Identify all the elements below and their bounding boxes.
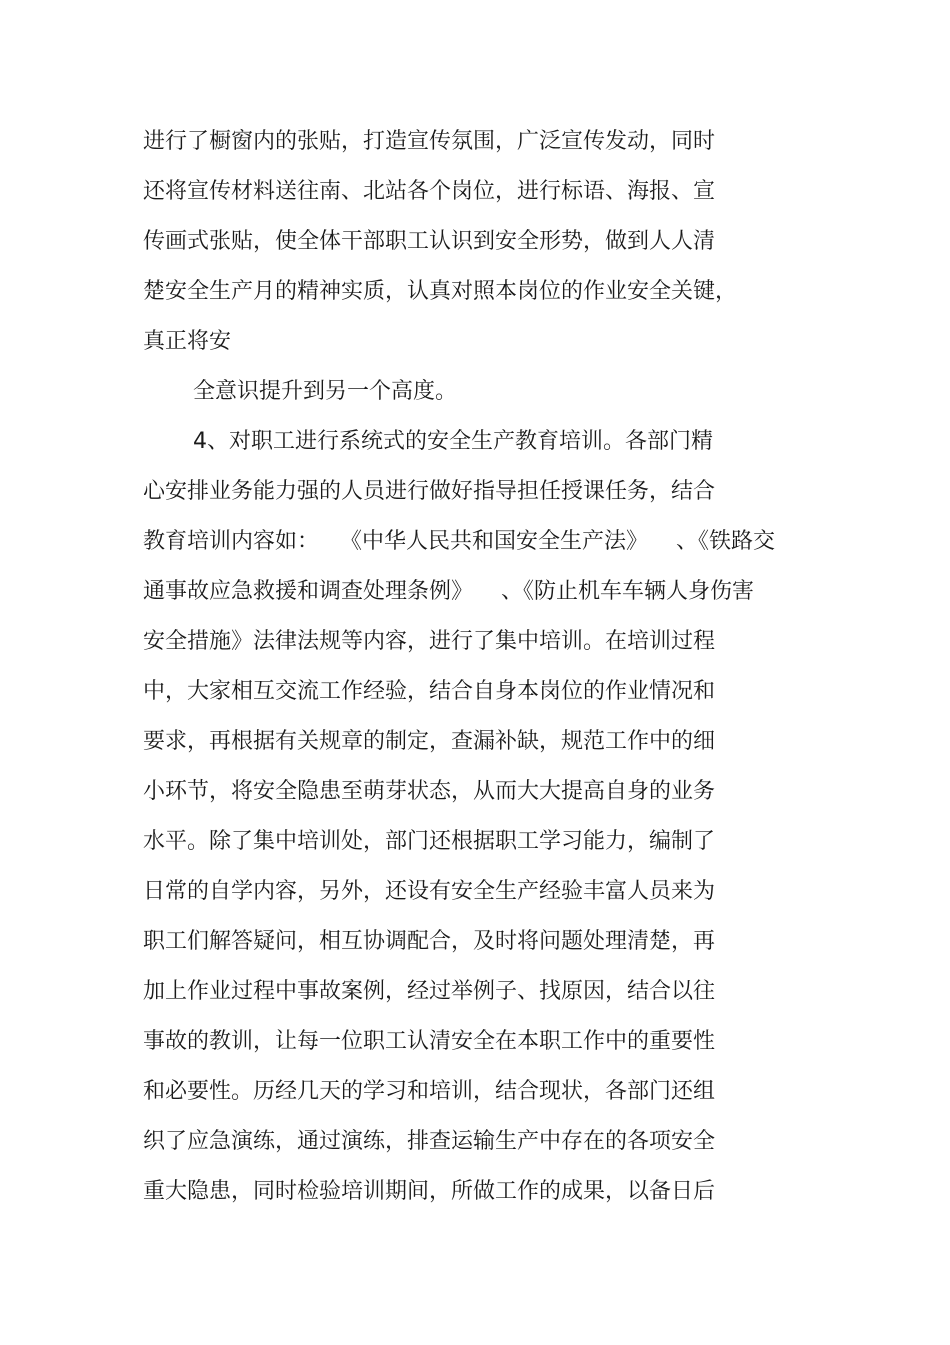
- text-line: 日常的自学内容，另外，还设有安全生产经验丰富人员来为: [143, 879, 716, 904]
- text-line: 织了应急演练，通过演练，排查运输生产中存在的各项安全: [143, 1129, 716, 1154]
- text-line: 要求，再根据有关规章的制定，查漏补缺，规范工作中的细: [143, 729, 716, 754]
- text-line: 楚安全生产月的精神实质，认真对照本岗位的作业安全关键，: [143, 279, 738, 304]
- text-line: 水平。除了集中培训处，部门还根据职工学习能力，编制了: [143, 829, 716, 854]
- text-line: 中，大家相互交流工作经验，结合自身本岗位的作业情况和: [143, 679, 716, 704]
- text-line: 加上作业过程中事故案例，经过举例子、找原因，结合以往: [143, 979, 716, 1004]
- text-line: 进行了橱窗内的张贴，打造宣传氛围，广泛宣传发动，同时: [143, 129, 716, 154]
- text-line: 职工们解答疑问，相互协调配合，及时将问题处理清楚，再: [143, 929, 716, 954]
- text-line: 全意识提升到另一个高度。: [193, 379, 458, 404]
- text-line: 小环节，将安全隐患至萌芽状态，从而大大提高自身的业务: [143, 779, 716, 804]
- text-line: 还将宣传材料送往南、北站各个岗位，进行标语、海报、宣: [143, 179, 716, 204]
- text-line: 通事故应急救援和调查处理条例》 、《防止机车车辆人身伤害: [143, 579, 754, 604]
- text-line: 心安排业务能力强的人员进行做好指导担任授课任务，结合: [143, 479, 716, 504]
- text-line: 教育培训内容如： 《中华人民共和国安全生产法》 、《铁路交: [143, 529, 775, 554]
- text-line: 传画式张贴，使全体干部职工认识到安全形势，做到人人清: [143, 229, 716, 254]
- text-line: 事故的教训，让每一位职工认清安全在本职工作中的重要性: [143, 1029, 716, 1054]
- text-line: 安全措施》法律法规等内容，进行了集中培训。在培训过程: [143, 629, 716, 654]
- text-line: 重大隐患，同时检验培训期间，所做工作的成果，以备日后: [143, 1179, 716, 1204]
- text-line: 和必要性。历经几天的学习和培训，结合现状，各部门还组: [143, 1079, 716, 1104]
- text-line: 真正将安: [143, 329, 232, 354]
- text-line: 4、对职工进行系统式的安全生产教育培训。各部门精: [193, 429, 713, 454]
